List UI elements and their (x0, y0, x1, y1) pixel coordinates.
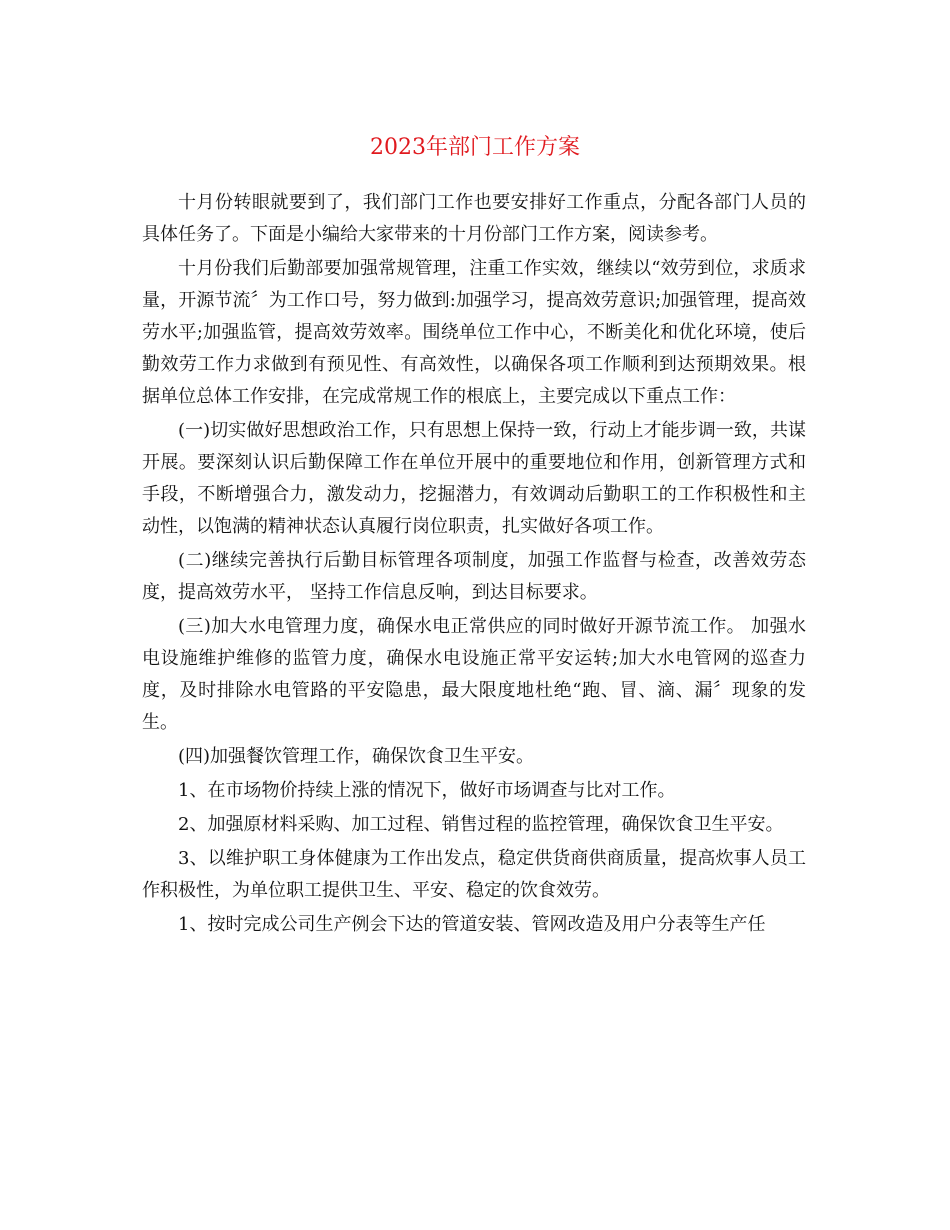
paragraph-intro: 十月份转眼就要到了，我们部门工作也要安排好工作重点，分配各部门人员的具体任务了。下面是小编给大家带来的十月份部门工作方案，阅读参考。 (142, 192, 806, 245)
paragraph-overview: 十月份我们后勤部要加强常规管理，注重工作实效，继续以“效劳到位，求质求量，开源节流〞为工作口号，努力做到:加强学习，提高效劳意识;加强管理，提高效劳水平;加强监管，提高效劳效率。围绕单位工作中心，不断美化和优化环境，使后勤效劳工作力求做到有预见性、有高效性，以确保各项工作顺利到达预期效果。根据单位总体工作安排，在完成常规工作的根底上，主要完成以下重点工作： (142, 258, 806, 407)
paragraph-sub-3: 3、以维护职工身体健康为工作出发点，稳定供货商供商质量，提高炊事人员工作积极性，为单位职工提供卫生、平安、稳定的饮食效劳。 (142, 848, 806, 901)
document-title: 2023年部门工作方案 (370, 135, 580, 160)
paragraph-sub-1: 1、在市场物价持续上涨的情况下，做好市场调查与比对工作。 (178, 780, 676, 801)
paragraph-item-2: (二)继续完善执行后勤目标管理各项制度，加强工作监督与检查，改善效劳态度，提高效劳水平， 坚持工作信息反响，到达目标要求。 (142, 550, 806, 603)
document-body (142, 187, 806, 943)
paragraph-item-1: (一)切实做好思想政治工作，只有思想上保持一致，行动上才能步调一致，共谋开展。要深刻认识后勤保障工作在单位开展中的重要地位和作用，创新管理方式和手段，不断增强合力，激发动力，挖掘潜力，有效调动后勤职工的工作积极性和主动性，以饱满的精神状态认真履行岗位职责，扎实做好各项工作。 (142, 420, 806, 537)
paragraph-item-4: (四)加强餐饮管理工作，确保饮食卫生平安。 (178, 746, 535, 767)
paragraph-sub-2: 2、加强原材料采购、加工过程、销售过程的监控管理，确保饮食卫生平安。 (178, 814, 784, 835)
paragraph-item-3: (三)加大水电管理力度，确保水电正常供应的同时做好开源节流工作。 加强水电设施维护维修的监管力度，确保水电设施正常平安运转;加大水电管网的巡查力度，及时排除水电管路的平安隐患，最大限度地杜绝“跑、冒、滴、漏〞现象的发生。 (142, 616, 806, 733)
paragraph-task-1: 1、按时完成公司生产例会下达的管道安装、管网改造及用户分表等生产任 (178, 914, 766, 935)
